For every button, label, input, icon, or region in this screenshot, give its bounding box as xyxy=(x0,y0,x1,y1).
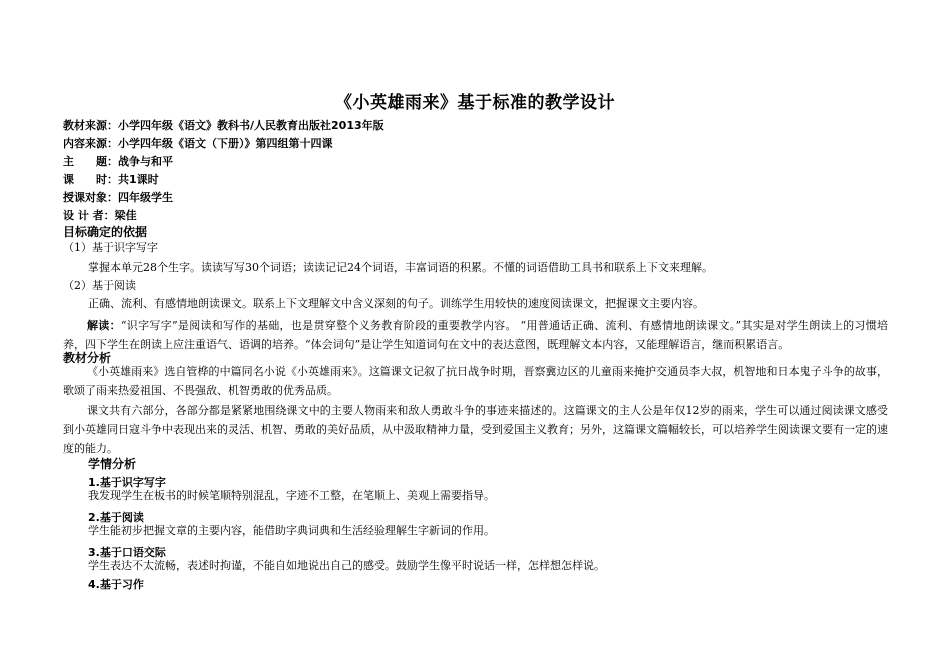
learner-sub1-text: 我发现学生在板书的时候笔顺特别混乱，字迹不工整，在笔顺上、美观上需要指导。 xyxy=(88,489,495,502)
learner-sub2-text: 学生能初步把握文章的主要内容，能借助字典词典和生活经验理解生字新词的作用。 xyxy=(88,524,495,537)
meta-textbook-source xyxy=(63,117,384,135)
section-heading-analysis: 教材分析 xyxy=(63,351,112,365)
section-heading-learner: 学情分析 xyxy=(88,457,137,471)
meta-label: 主 题： xyxy=(63,155,118,168)
meta-value: 共1课时 xyxy=(118,173,159,186)
goals-item2-label: （2）基于阅读 xyxy=(63,279,136,292)
meta-value: 小学四年级《语文（下册）》第四组第十四课 xyxy=(118,137,333,150)
meta-value: 梁佳 xyxy=(114,209,137,222)
meta-label: 授课对象： xyxy=(63,191,118,204)
learner-sub3-label: 3.基于口语交际 xyxy=(88,546,166,559)
meta-label: 设 计 者： xyxy=(63,209,115,222)
explain-label: 解读： xyxy=(87,319,121,332)
document-title: 《小英雄雨来》基于标准的教学设计 xyxy=(335,93,615,113)
meta-audience xyxy=(63,189,173,207)
explain-text: “识字写字”是阅读和写作的基础，也是贯穿整个义务教育阶段的重要教学内容。 “用普通话正确、流利、有感情地朗读课文。”其实是对学生朗读上的习惯培养，四下学生在朗读上应注重语气、语调的培养。“体会词句”是让学生知道词句在文中的表达意图，既理解文本内容，又能理解语言，继而积累语言。 xyxy=(63,319,888,351)
section-heading-goals: 目标确定的依据 xyxy=(63,225,148,239)
learner-sub4-label: 4.基于习作 xyxy=(88,578,144,591)
goals-item1-text: 掌握本单元28个生字。读读写写30个词语；读读记记24个词语，丰富词语的积累。不懂的词语借助工具书和联系上下文来理解。 xyxy=(88,261,713,274)
meta-label: 教材来源： xyxy=(63,119,118,132)
learner-sub1-label: 1.基于识字写字 xyxy=(88,476,166,489)
goals-explanation xyxy=(63,316,888,354)
meta-value: 小学四年级《语文》教科书/人民教育出版社2013年版 xyxy=(118,119,384,132)
meta-label: 内容来源： xyxy=(63,137,118,150)
learner-sub2-label: 2.基于阅读 xyxy=(88,511,144,524)
meta-content-source xyxy=(63,135,333,153)
meta-theme xyxy=(63,153,173,171)
meta-value: 四年级学生 xyxy=(118,191,173,204)
analysis-paragraph-2: 课文共有六部分，各部分都是紧紧地围绕课文中的主要人物雨来和敌人勇敢斗争的事迹来描述的。这篇课文的主人公是年仅12岁的雨来，学生可以通过阅读课文感受到小英雄同日寇斗争中表现出来的灵活、机智、勇敢的美好品质，从中汲取精神力量，受到爱国主义教育；另外，这篇课文篇幅较长，可以培养学生阅读课文要有一定的速度的能力。 xyxy=(63,404,888,455)
analysis-paragraph-1: 《小英雄雨来》选自管桦的中篇同名小说《小英雄雨来》。这篇课文记叙了抗日战争时期，晋察冀边区的儿童雨来掩护交通员李大叔，机智地和日本鬼子斗争的故事，歌颂了雨来热爱祖国、不畏强敌、机智勇敢的优秀品质。 xyxy=(63,365,888,397)
goals-item2-text: 正确、流利、有感情地朗读课文。联系上下文理解文中含义深刻的句子。训练学生用较快的速度阅读课文，把握课文主要内容。 xyxy=(88,297,704,310)
goals-item1-label: （1）基于识字写字 xyxy=(63,241,158,254)
learner-sub3-text: 学生表达不太流畅，表述时拘谨，不能自如地说出自己的感受。鼓励学生像平时说话一样，怎样想怎样说。 xyxy=(88,559,605,572)
meta-class-hours xyxy=(63,171,159,189)
meta-value: 战争与和平 xyxy=(118,155,173,168)
meta-label: 课 时： xyxy=(63,173,118,186)
